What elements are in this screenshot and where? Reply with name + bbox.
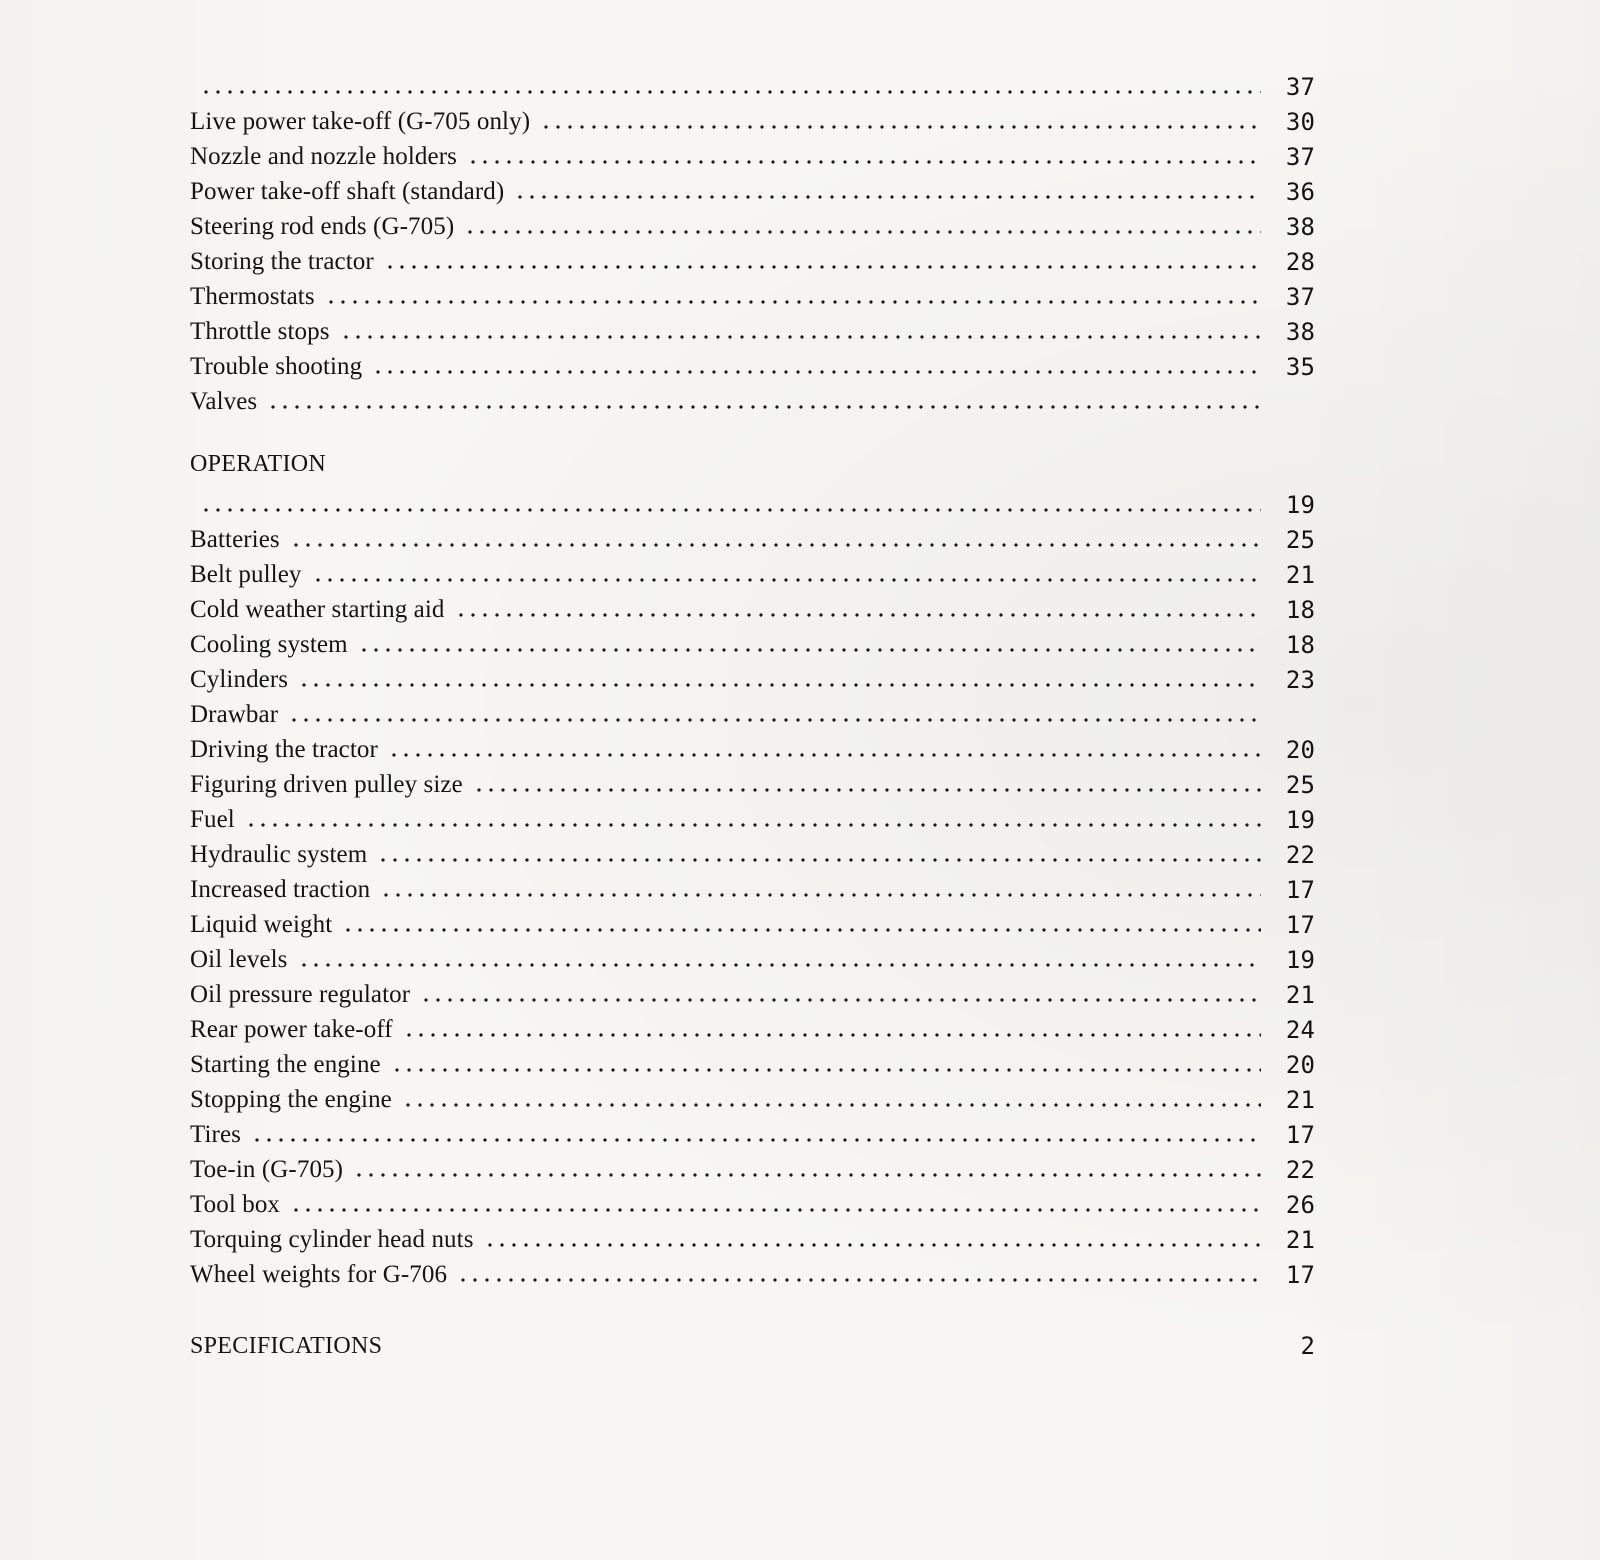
entry-page-number: 21 [1285,561,1315,589]
entry-label: Storing the tractor [190,248,374,275]
dot-leader [457,1277,1261,1283]
entry-page-number: 38 [1285,318,1315,346]
toc-entry [190,171,1315,206]
dot-leader [540,124,1261,130]
dot-leader [372,369,1261,375]
entry-page-number: 20 [1285,736,1315,764]
dot-leader [288,717,1261,723]
toc-entry [190,66,1315,101]
entry-label: Batteries [190,526,280,553]
toc-entry [190,1009,1315,1044]
section-heading-operation: OPERATION [190,451,327,477]
entry-page-number: 20 [1285,1051,1315,1079]
section-spacer [190,416,1330,430]
dot-leader [420,997,1261,1003]
dot-leader [380,892,1261,898]
dot-leader [464,229,1261,235]
section-heading-specifications: SPECIFICATIONS [190,1333,383,1359]
entry-label: Toe-in (G-705) [190,1156,344,1183]
dot-leader [473,787,1261,793]
toc-entry [190,729,1315,764]
dot-leader [342,927,1261,933]
toc-entry [190,659,1315,694]
entry-label: Live power take-off (G-705 only) [190,108,531,135]
toc-entry [190,554,1315,589]
entry-label: Cylinders [190,666,289,693]
entry-label: Oil levels [190,946,288,973]
entry-page-number: 17 [1285,911,1315,939]
toc-entry [190,974,1315,1009]
dot-leader [388,752,1261,758]
entry-label: Drawbar [190,701,279,728]
entry-page-number: 38 [1285,213,1315,241]
entry-label: Tool box [190,1191,281,1218]
entry-label: Torquing cylinder head nuts [190,1226,474,1253]
entry-label: Trouble shooting [190,353,363,380]
entry-label: Oil pressure regulator [190,981,411,1008]
entry-label: Cooling system [190,631,348,658]
entry-label: Driving the tractor [190,736,378,763]
entry-label: Starting the engine [190,1051,381,1078]
toc-entry [190,206,1315,241]
toc-entry [190,799,1315,834]
entry-page-number: 23 [1285,666,1315,694]
toc-entry [190,834,1315,869]
entry-page-number: 25 [1285,526,1315,554]
dot-leader [484,1242,1261,1248]
toc-entry [190,1079,1315,1114]
dot-leader [325,299,1261,305]
dot-leader [200,507,1261,513]
dot-leader [514,194,1261,200]
entry-page-number: 30 [1285,108,1315,136]
toc-specifications-section [190,1325,1315,1360]
entry-page-number: 17 [1285,1261,1315,1289]
dot-leader [312,577,1261,583]
dot-leader [353,1172,1261,1178]
toc-entry [190,1254,1315,1289]
entry-label: Cold weather starting aid [190,596,445,623]
entry-label: Tires [190,1121,241,1148]
entry-label: Hydraulic system [190,841,368,868]
toc-entry [190,276,1315,311]
entry-label: Wheel weights for G-706 [190,1261,448,1288]
entry-page-number: 37 [1285,73,1315,101]
entry-page-number: 19 [1285,946,1315,974]
dot-leader [298,682,1261,688]
dot-leader [290,1207,1261,1213]
entry-page-number: 24 [1285,1016,1315,1044]
entry-label: Throttle stops [190,318,330,345]
entry-label: Rear power take-off [190,1016,393,1043]
dot-leader [467,159,1261,165]
toc-entry [190,1219,1315,1254]
dot-leader [358,647,1261,653]
entry-label: Liquid weight [190,911,333,938]
toc-entry [190,381,1315,416]
table-of-contents [190,66,1330,1360]
toc-entry [190,939,1315,974]
dot-leader [290,542,1261,548]
entry-page-number: 37 [1285,283,1315,311]
toc-entry [190,101,1315,136]
entry-page-number: 17 [1285,876,1315,904]
dot-leader [377,857,1261,863]
entry-label: Thermostats [190,283,315,310]
entry-label: Fuel [190,806,235,833]
dot-leader [298,962,1261,968]
entry-label: Increased traction [190,876,371,903]
toc-entry [190,694,1315,729]
entry-label: Nozzle and nozzle holders [190,143,457,170]
entry-page-number: 18 [1285,596,1315,624]
entry-page-number: 22 [1285,1156,1315,1184]
dot-leader [384,264,1261,270]
dot-leader [267,404,1261,410]
entry-page-number: 25 [1285,771,1315,799]
dot-leader [455,612,1261,618]
dot-leader [200,89,1261,95]
entry-label: Belt pulley [190,561,302,588]
dot-leader [403,1032,1261,1038]
toc-maintenance-continued [190,66,1330,416]
toc-entry [190,589,1315,624]
entry-page-number: 21 [1285,1086,1315,1114]
toc-entry [190,484,1315,519]
toc-entry [190,904,1315,939]
toc-entry [190,136,1315,171]
toc-entry [190,1184,1315,1219]
dot-leader [340,334,1261,340]
entry-page-number: 35 [1285,353,1315,381]
toc-entry [190,1114,1315,1149]
toc-operation-section [190,430,1330,1289]
entry-page-number: 17 [1285,1121,1315,1149]
entry-label: Valves [190,388,258,415]
entry-label: Steering rod ends (G-705) [190,213,455,240]
entry-page-number: 21 [1285,981,1315,1009]
entry-label: Figuring driven pulley size [190,771,463,798]
toc-entry [190,346,1315,381]
entry-page-number: 19 [1285,491,1315,519]
dot-leader [251,1137,1261,1143]
entry-page-number: 28 [1285,248,1315,276]
entry-label: Power take-off shaft (standard) [190,178,505,205]
toc-entry [190,764,1315,799]
entry-page-number: 18 [1285,631,1315,659]
entry-page-number: 36 [1285,178,1315,206]
dot-leader [245,822,1261,828]
entry-page-number: 22 [1285,841,1315,869]
toc-entry [190,311,1315,346]
entry-label: Stopping the engine [190,1086,392,1113]
entry-page-number: 26 [1285,1191,1315,1219]
toc-entry [190,241,1315,276]
toc-entry [190,519,1315,554]
dot-leader [391,1067,1261,1073]
entry-page-number: 19 [1285,806,1315,834]
entry-page-number: 21 [1285,1226,1315,1254]
entry-page-number: 37 [1285,143,1315,171]
toc-entry [190,1149,1315,1184]
dot-leader [402,1102,1261,1108]
toc-entry [190,1044,1315,1079]
toc-entry [190,869,1315,904]
toc-entry [190,624,1315,659]
specifications-page-number: 2 [1300,1332,1315,1360]
